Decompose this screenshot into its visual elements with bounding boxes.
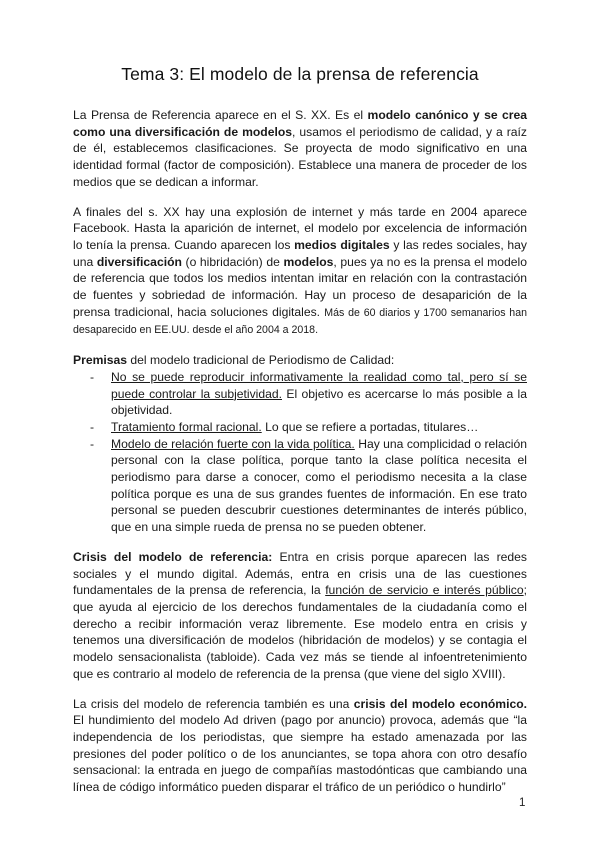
- text-run: El objetivo es acercarse lo más posible a la objetividad.: [111, 386, 527, 418]
- bold-run: Crisis del modelo de referencia:: [73, 549, 273, 564]
- bold-run: diversificación: [96, 254, 182, 269]
- underlined-run: Modelo de relación fuerte con la vida política.: [111, 436, 355, 451]
- document-page: [73, 64, 527, 809]
- bold-run: modelos: [283, 254, 334, 269]
- dash-bullet: -: [90, 369, 95, 384]
- bold-run: Premisas: [73, 353, 127, 368]
- paragraph-economic-crisis: [73, 696, 527, 796]
- underlined-run: No se puede reproducir informativamente la realidad como tal, pero sí se puede controlar la subjetividad.: [111, 369, 527, 401]
- paragraph-internet: [73, 204, 527, 340]
- bold-run: modelo canónico y se crea como una diversificación de modelos: [73, 108, 527, 139]
- text-run: ; que ayuda al ejercicio de los derechos fundamentales de la ciudadanía como el derecho a recibir información veraz libremente. Ese modelo entra en crisis y tenemos una diversificación de modelos (hibridación de modelos) y se contagia el modelo sensacionalista (tabloide). Cada vez más se tiende al infoentretenimiento que es contrario al modelo de referencia de la prensa (que viene del siglo XVIII).: [73, 583, 527, 681]
- text-run: El hundimiento del modelo Ad driven (pago por anuncio) provoca, además que “la independencia de los periodistas, que siempre ha estado amenazada por las presiones del poder político o de los anunciantes, se topa ahora con otro desafío sensacional: la entrada en juego de compañías mastodónticas que cambiando una línea de código informático pueden disparar el tráfico de un periódico o hundirlo”: [73, 713, 527, 795]
- text-run: La Prensa de Referencia aparece en el S. XX. Es el: [73, 108, 368, 122]
- dash-bullet: -: [90, 436, 95, 451]
- page-number: 1: [519, 797, 526, 809]
- text-run: , pues ya no es la prensa el modelo de referencia que todos los medios intentan imitar en relación con la contrastación de fuentes y sobriedad de información. Hay un proceso de desaparición de la prensa tradicional, hacia soluciones digitales.: [73, 254, 527, 319]
- small-note: Más de 60 diarios y 1700 semanarios han desaparecido en EE.UU. desde el año 2004 a 2018.: [73, 306, 527, 337]
- text-run: A finales del s. XX hay una explosión de internet y más tarde en 2004 aparece Facebook. Hasta la aparición de internet, el modelo por excelencia de información lo tenía la prensa. Cuando aparecen los: [73, 204, 527, 252]
- bold-run: crisis del modelo económico.: [353, 696, 527, 711]
- text-run: Entra en crisis porque aparecen las redes sociales y el mundo digital. Además, entra en crisis una de las cuestiones fundamentales de la prensa de referencia, la: [73, 549, 527, 598]
- bold-run: medios digitales: [294, 237, 390, 252]
- text-run: La crisis del modelo de referencia también es una: [73, 696, 354, 711]
- text-run: Lo que se refiere a portadas, titulares…: [261, 419, 479, 434]
- paragraph-crisis: [73, 549, 527, 683]
- premisas-heading: [73, 352, 527, 369]
- list-item: [90, 436, 527, 536]
- list-item: [90, 419, 527, 436]
- dash-bullet: -: [90, 419, 95, 434]
- text-run: Hay una complicidad o relación personal con la clase política, porque tanto la clase política necesita el periodismo para darse a conocer, como el periodismo necesita a la clase política porque es una de sus grandes fuentes de información. En ese trato personal se pueden descubrir cuestiones determinantes de interés público, que en una simple rueda de prensa no se pueden obtener.: [111, 436, 527, 535]
- text-run: del modelo tradicional de Periodismo de Calidad:: [127, 353, 395, 368]
- text-run: (o hibridación) de: [181, 254, 284, 269]
- page-title: Tema 3: El modelo de la prensa de referencia: [121, 64, 479, 84]
- list-item: [90, 369, 527, 419]
- premisas-list: [73, 369, 527, 536]
- paragraph-intro: [73, 107, 527, 191]
- text-run: , usamos el periodismo de calidad, y a raíz de él, establecemos clasificaciones. Se proyecta de modo significativo en una identidad formal (factor de composición). Establece una manera de proceder de los medios que se dedican a informar.: [73, 124, 527, 189]
- underlined-run: Tratamiento formal racional.: [111, 419, 262, 434]
- text-run: y las redes sociales, hay una: [73, 237, 527, 269]
- underlined-run: función de servicio e interés público: [325, 583, 524, 598]
